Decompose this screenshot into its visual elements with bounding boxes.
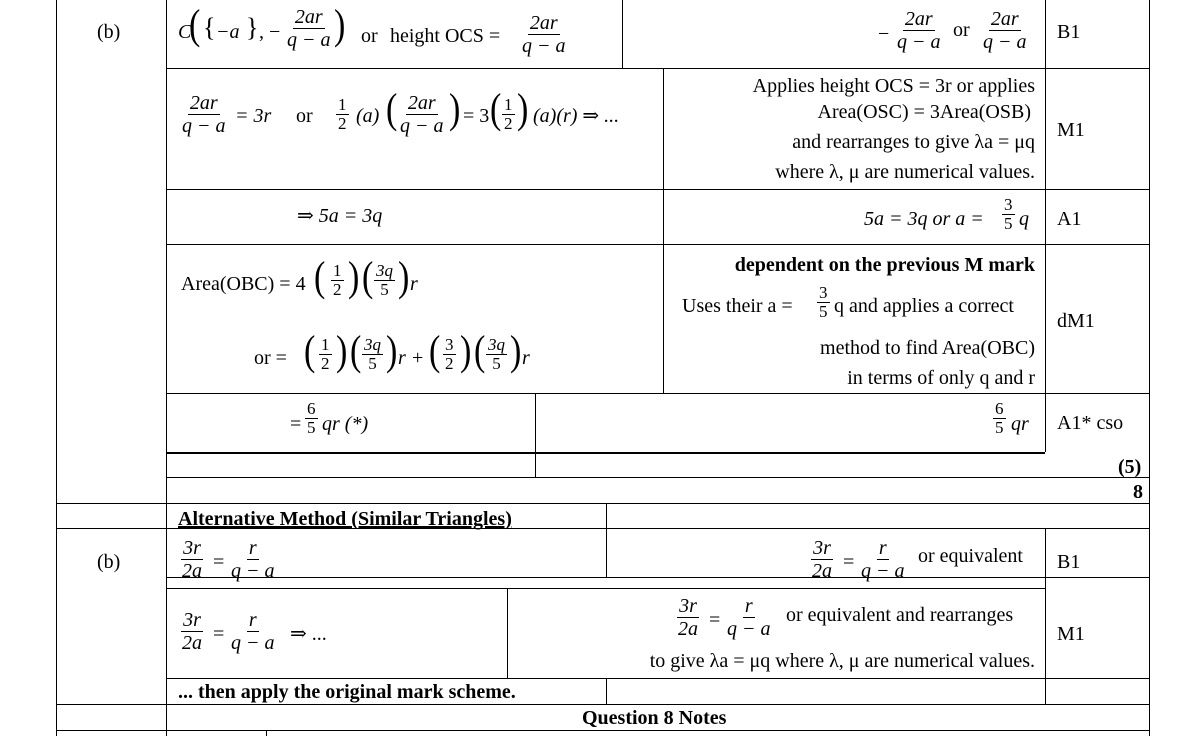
mark-b1: B1	[1057, 21, 1081, 43]
brace-open: {	[203, 13, 216, 42]
r4-note-2b: q and applies a correct	[834, 295, 1014, 317]
paren-5b: )	[336, 328, 348, 375]
paren-close-2: )	[449, 86, 461, 133]
height-ocs-text: height OCS =	[390, 25, 501, 47]
marks-total-8: 8	[1133, 481, 1143, 503]
or-eq: or =	[254, 347, 287, 369]
paren-5f: )	[460, 328, 472, 375]
alt-or-equiv: or equivalent	[918, 545, 1023, 567]
part-label: (b)	[97, 21, 121, 43]
fraction-half: $\frac{1}{2}$	[338, 95, 347, 133]
r2-note-3: and rearranges to give λa = μq	[792, 131, 1035, 153]
alt-mark-m1: M1	[1057, 623, 1085, 645]
alt2-frac-r-qa: $\frac{r}{q - a}$	[231, 609, 275, 654]
alt-frac-r-qa: $\frac{r}{q - a}$	[231, 537, 275, 582]
r-plus: r +	[398, 347, 425, 369]
fraction-half-5: $\frac{1}{2}$	[321, 335, 330, 373]
paren-5g: (	[474, 328, 486, 375]
or-text-right: or	[953, 19, 970, 41]
alt-eq: =	[213, 551, 225, 573]
alt2-to-give: to give λa = μq where λ, μ are numerical values.	[649, 650, 1035, 672]
mark-a1-cso: A1* cso	[1057, 412, 1124, 434]
mark-a1: A1	[1057, 208, 1082, 230]
eq-sign-r5: =	[290, 413, 302, 435]
fraction-3-5-b: $\frac{3}{5}$	[819, 283, 828, 321]
part-label-alt: (b)	[97, 551, 121, 573]
fraction-3-5: $\frac{3}{5}$	[1004, 195, 1013, 233]
paren-5d: )	[386, 328, 398, 375]
r4-note-1: dependent on the previous M mark	[734, 254, 1035, 276]
fraction-lhs: $\frac{2ar}{q - a}$	[182, 92, 226, 137]
a-paren: (a)	[356, 105, 380, 127]
qr-star: qr (*)	[322, 413, 369, 435]
or-text: or	[361, 25, 378, 47]
alt-eq-right: =	[843, 551, 855, 573]
r4-note-3: method to find Area(OBC)	[820, 337, 1035, 359]
fraction-half-4: $\frac{1}{2}$	[333, 261, 342, 299]
alt2-frac-3r-2a: $\frac{3r}{2a}$	[182, 609, 202, 654]
fraction-2ar-over-q-a: $\frac{2ar}{q - a}$	[287, 6, 331, 51]
paren-open: (	[189, 2, 201, 49]
paren-close: )	[334, 2, 346, 49]
fraction-half-2: $\frac{1}{2}$	[504, 95, 513, 133]
paren-5c: (	[350, 328, 362, 375]
mark-dm1: dM1	[1057, 310, 1095, 332]
alt-frac-r-qa-right: $\frac{r}{q - a}$	[861, 537, 905, 582]
paren-4d: )	[398, 254, 410, 301]
fraction-6-5-right: $\frac{6}{5}$	[995, 399, 1004, 437]
r2-note-2: Area(OSC) = 3Area(OSB)	[817, 101, 1031, 123]
paren-4b: )	[348, 254, 360, 301]
alt2-frac-right-a: $\frac{3r}{2a}$	[678, 595, 698, 640]
r2-note-4: where λ, μ are numerical values.	[775, 161, 1035, 183]
r-var: r	[410, 273, 418, 295]
eq-3: = 3	[463, 105, 490, 127]
mark-m1: M1	[1057, 119, 1085, 141]
eq-3r: = 3r	[235, 105, 272, 127]
fraction-right-1: $\frac{2ar}{q - a}$	[897, 8, 941, 53]
then-apply-text: ... then apply the original mark scheme.	[178, 681, 516, 703]
r-var-2: r	[522, 347, 530, 369]
fraction-right-2: $\frac{2ar}{q - a}$	[983, 8, 1027, 53]
fraction-3q-5-c: $\frac{3q}{5}$	[488, 335, 505, 373]
question-8-notes-heading: Question 8 Notes	[582, 707, 727, 729]
r4-note-2a: Uses their a =	[682, 295, 793, 317]
paren-5e: (	[429, 328, 441, 375]
minus-sign: −	[878, 23, 890, 45]
fraction-height: $\frac{2ar}{q - a}$	[522, 12, 566, 57]
r4-note-4: in terms of only q and r	[847, 367, 1035, 389]
area-obc-label: Area(OBC) = 4	[181, 273, 306, 295]
r3-left: ⇒ 5a = 3q	[297, 205, 383, 227]
paren-4a: (	[314, 254, 326, 301]
alt2-implies: ⇒ ...	[290, 623, 327, 645]
comma-minus: , −	[259, 21, 281, 43]
fraction-6-5: $\frac{6}{5}$	[307, 399, 316, 437]
fraction-mid: $\frac{2ar}{q - a}$	[400, 92, 444, 137]
alt-method-heading: Alternative Method (Similar Triangles)	[178, 508, 512, 530]
coord-neg-a: −a	[216, 21, 240, 43]
alt2-or-equiv-rearr: or equivalent and rearranges	[786, 604, 1014, 626]
paren-open-2: (	[386, 86, 398, 133]
alt-frac-3r-2a: $\frac{3r}{2a}$	[182, 537, 202, 582]
alt2-eq-right: =	[709, 609, 721, 631]
r2-note-1: Applies height OCS = 3r or applies	[752, 75, 1035, 97]
paren-open-3: (	[490, 86, 502, 133]
fraction-3q-5: $\frac{3q}{5}$	[376, 261, 393, 299]
fraction-3-2: $\frac{3}{2}$	[445, 335, 454, 373]
point-c-label: C	[178, 21, 192, 43]
alt-mark-b1: B1	[1057, 551, 1081, 573]
paren-4c: (	[362, 254, 374, 301]
marks-total-5: (5)	[1118, 456, 1142, 478]
qr-right: qr	[1011, 413, 1029, 435]
ar-implies: (a)(r) ⇒ ...	[533, 105, 620, 127]
brace-close: }	[246, 13, 259, 42]
paren-5a: (	[304, 328, 316, 375]
or-text-2: or	[296, 105, 313, 127]
r3-q: q	[1019, 208, 1029, 230]
paren-close-3: )	[517, 86, 529, 133]
paren-5h: )	[510, 328, 522, 375]
alt2-frac-right-b: $\frac{r}{q - a}$	[727, 595, 771, 640]
r3-right: 5a = 3q or a =	[864, 208, 984, 230]
alt-frac-3r-2a-right: $\frac{3r}{2a}$	[812, 537, 832, 582]
fraction-3q-5-b: $\frac{3q}{5}$	[364, 335, 381, 373]
alt2-eq: =	[213, 623, 225, 645]
